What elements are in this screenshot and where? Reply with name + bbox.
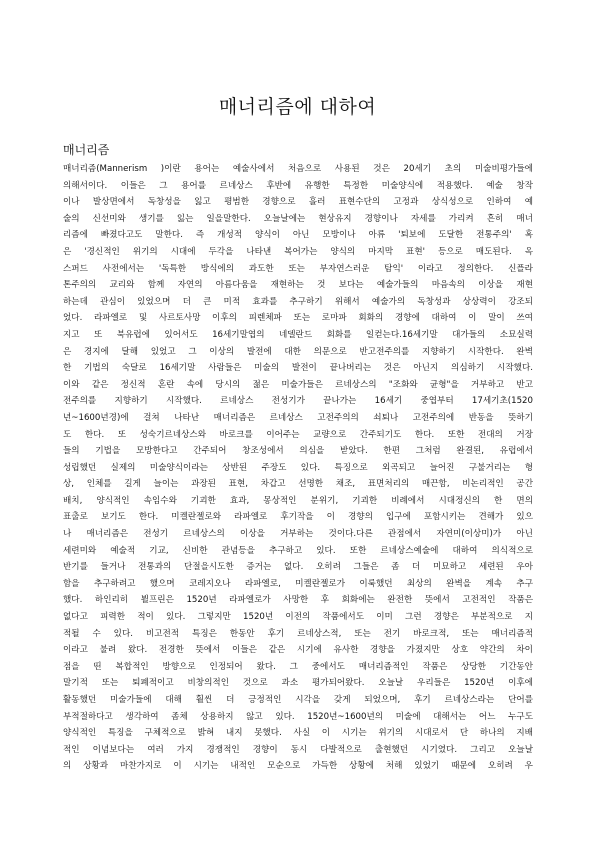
body-line: 했다. 하인리히 뵐프린은 1520년 라파엘로가 사망한 후 회화에는 완전한 뜻에서 고전적인 작품은 <box>63 595 533 606</box>
body-line: 나 매너리즘은 전성기 르네상스의 이상을 거부하는 것이다.다른 관점에서 자연미(이상미)가 아닌 <box>63 529 533 540</box>
body-line: 점을 띤 복합적인 방향으로 인정되어 왔다. 그 중에서도 매너리즘적인 작품은 상당한 기간동안 <box>63 661 533 672</box>
body-line: 리즘에 빠졌다고도 말한다. 즉 개성적 양식이 아닌 모방이나 아류 '퇴보에 도달한 전통주의' 혹 <box>63 230 533 241</box>
body-line: 은 경지에 달해 있었고 그 이상의 발전에 대한 의문으로 반고전주의를 지향하기 시작한다. 완벽 <box>63 346 533 357</box>
body-line: 표출로 보기도 한다. 미켈란젤로와 라파엘로 후기작을 이 경향의 입구에 포함시키는 견해가 있으 <box>63 512 533 523</box>
body-line: 적될 수 있다. 비고전적 특징은 한동안 후기 르네상스적, 또는 전기 바로크적, 또는 매너리즘적 <box>63 628 533 639</box>
body-line: 양식적인 특징을 구체적으로 밝혀 내지 못했다. 사실 이 시기는 위기의 시대로서 단 하나의 지배 <box>63 728 533 739</box>
body-line: 년~1600년경)에 걸쳐 나타난 매너리즘은 르네상스 고전주의의 쇠퇴나 고전주의에 반동을 뜻하기 <box>63 412 533 423</box>
body-line: 부적절하다고 생각하여 좀체 상용하지 않고 있다. 1520년~1600년의 미술에 대해서는 어느 누구도 <box>63 711 533 722</box>
body-line: 이라고 불려 왔다. 전경한 뜻에서 이들은 같은 시기에 유사한 경향을 가졌지만 상호 약간의 차이 <box>63 645 533 656</box>
body-line: 배치, 양식적인 속임수와 기괴한 효과, 몽상적인 분위기, 기괴한 비례에서 시대정신의 한 면의 <box>63 495 533 506</box>
body-line: 은 '경신적인 위기의 시대에 두각을 나타낸 복어가는 양식의 마지막 표현' 등으로 매도된다. 옥 <box>63 246 533 257</box>
body-line: 세련미와 예술적 기교, 신비한 관념등을 추구하고 있다. 또한 르네상스예술에 대하여 의식적으로 <box>63 545 533 556</box>
body-line: 없다고 피력한 적이 있다. 그렇지만 1520년 이전의 작품에서도 이미 그런 경향은 부분적으로 지 <box>63 612 533 623</box>
body-line: 활동했던 미술가들에 대해 훨씬 더 긍정적인 시각을 갖게 되었으며, 후기 르네상스라는 단어를 <box>63 695 533 705</box>
body-line: 의 상황과 마찬가지로 이 시기는 내적인 모순으로 가득한 상황에 처해 있었기 때문에 오히려 우 <box>63 761 533 772</box>
body-line: 하는데 관심이 있었으며 더 큰 미적 효과를 추구하기 위해서 예술가의 독창성과 상상력이 강조되 <box>63 296 533 307</box>
body-line: 성립했던 실제의 미술양식이라는 상반된 주장도 있다. 특징으로 외곡되고 늘어진 구불거리는 형 <box>63 462 533 473</box>
body-line: 술의 신선미와 생기를 잃는 일을말한다. 오늘날에는 현상유지 경향이나 자세를 가리켜 흔히 매너 <box>63 213 533 224</box>
body-line: 한 기법의 숙달로 16세기말 사람들은 미술의 발전이 끝나버리는 것은 아닌지 의심하기 시작했다. <box>63 363 533 374</box>
body-line: 의해서이다. 이들은 그 용어를 르네상스 후반에 유행한 특정한 미술양식에 적용했다. 예술 창작 <box>63 180 533 191</box>
body-line: 말기적 또는 퇴폐적이고 비창의적인 것으로 과소 평가되어왔다. 오늘날 우리들은 1520년 이후에 <box>63 678 533 689</box>
document-title: 매너리즘에 대하여 <box>218 96 377 118</box>
body-line: 톤주의의 교리와 함께 자연의 아름다움을 재현하는 것 보다는 예술가들의 마음속의 이상을 재현 <box>63 280 533 291</box>
body-line: 도 한다. 또 성숙기르네상스와 바로크를 이어주는 교량으로 간주되기도 한다. 또한 전대의 거장 <box>63 429 533 440</box>
body-line: 반기를 들거나 전통과의 단절을시도한 증거는 없다. 오히려 그들은 좀 더 미묘하고 세련된 우아 <box>63 562 533 573</box>
body-line: 이와 같은 정신적 혼란 속에 당시의 젊은 미술가들은 르네상스의 "조화와 균형"을 거부하고 반고 <box>63 379 533 390</box>
body-line: 매너리즘(Mannerism )이란 용어는 예술사에서 처음으로 사용된 것은 20세기 초의 미술비평가들에 <box>63 164 533 174</box>
body-line: 지고 또 북유럽에 있어서도 16세기말엽의 네델란드 회화를 일컫는다.16세기말 대가들의 소묘실력 <box>63 329 533 340</box>
body-line: 전주의를 지향하기 시작했다. 르네상스 전성기가 끝나가는 16세기 중엽부터 17세기초(1520 <box>63 396 533 407</box>
body-line: 이나 발상면에서 독창성을 잃고 평범한 경향으로 흘러 표현수단의 고정과 상식성으로 인하여 예 <box>63 197 533 208</box>
body-line: 함을 추구하려고 했으며 코레지오나 라파엘로, 미켈란젤로가 이룩했던 최상의 완벽을 계속 추구 <box>63 578 533 589</box>
body-line: 들의 기법을 모방한다고 간주되어 창조성에서 의심을 받았다. 한편 그처럼 완결된, 유럽에서 <box>63 446 533 457</box>
section-heading: 매너리즘 <box>63 143 110 157</box>
body-line: 스퍼드 사전에서는 '독특한 방식에의 과도한 또는 부자연스러운 탐익' 이라고 정의한다. 신플라 <box>63 263 533 274</box>
body-line: 었다. 라파엘로 및 사르토사망 이후의 피렌체파 또는 로마파 회화의 경향에 대하여 이 말이 쓰여 <box>63 313 533 324</box>
body-line: 적인 이념보다는 여러 가지 경쟁적인 경향이 동시 다발적으로 출현했던 시기였다. 그리고 오늘날 <box>63 744 533 755</box>
body-text <box>63 161 533 775</box>
body-line: 상, 인체를 길게 늘이는 과장된 표현, 차갑고 선명한 채조, 표면처리의 매끈함, 비논리적인 공간 <box>63 479 533 490</box>
